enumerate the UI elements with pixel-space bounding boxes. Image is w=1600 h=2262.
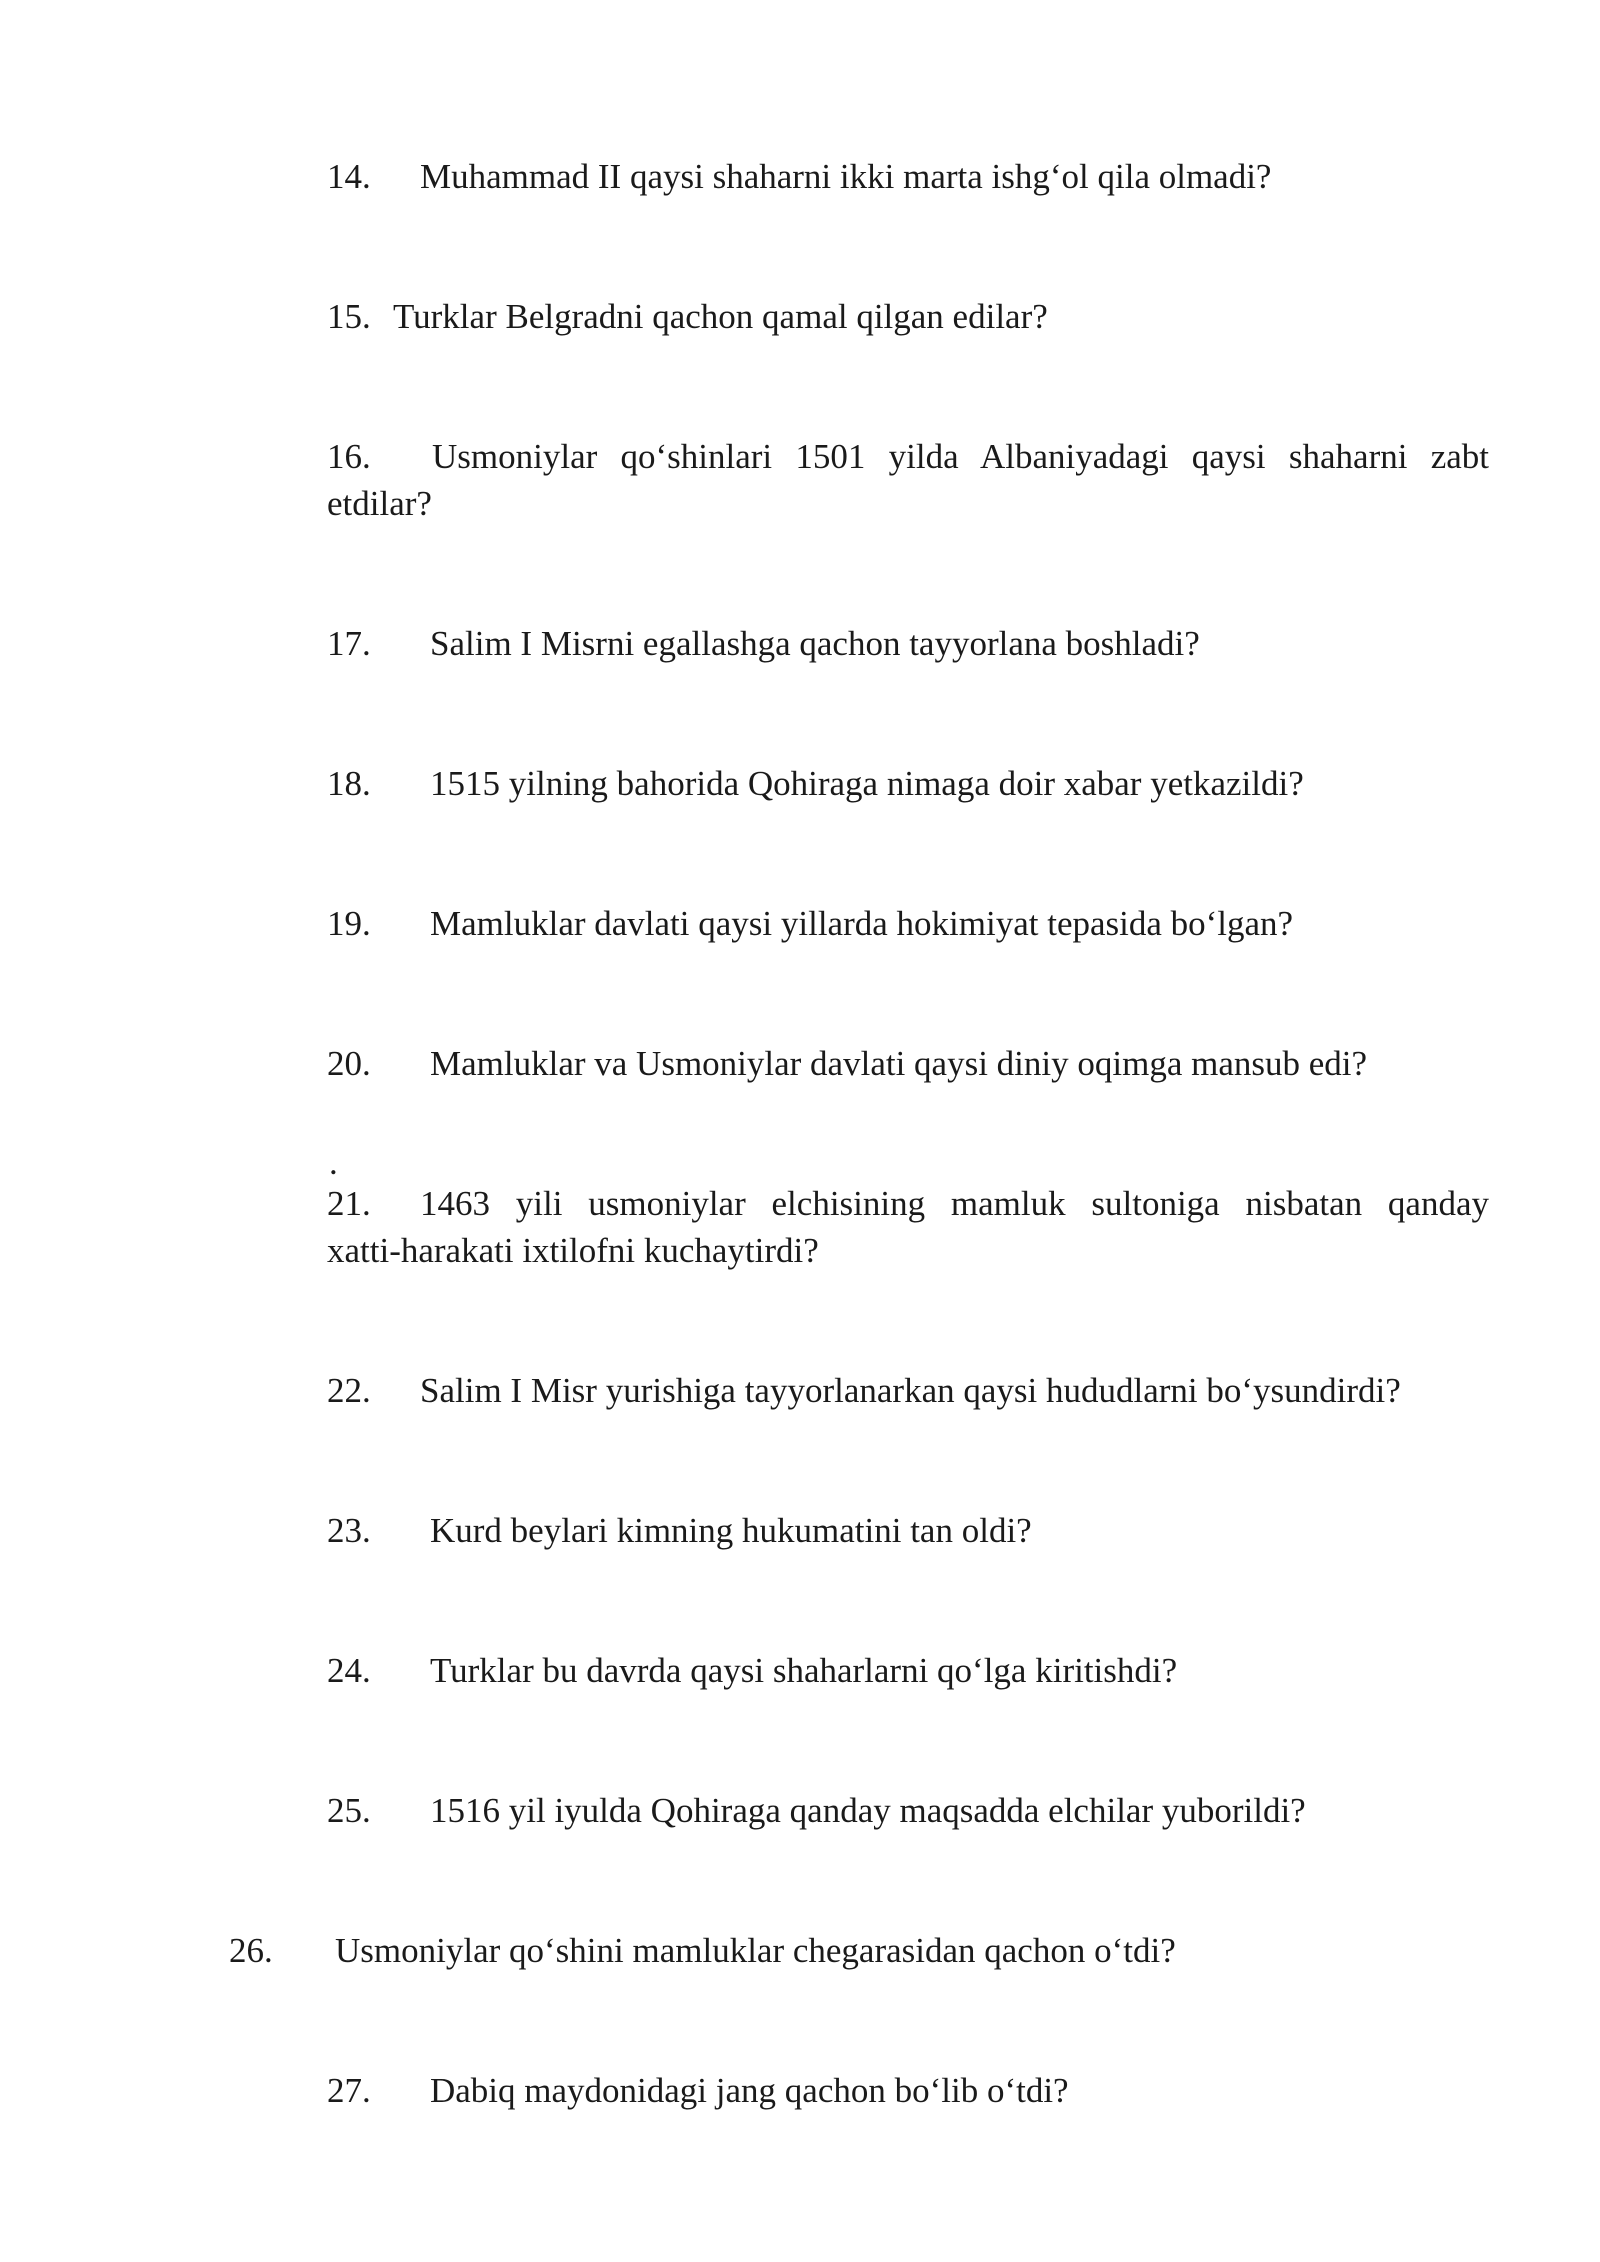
question-text: Turklar bu davrda qaysi shaharlarni qo‘lga kiritishdi? bbox=[430, 1651, 1178, 1690]
question-20 bbox=[327, 1040, 1367, 1087]
question-text: Mamluklar va Usmoniylar davlati qaysi diniy oqimga mansub edi? bbox=[430, 1044, 1368, 1083]
question-16 bbox=[327, 433, 1489, 527]
question-number: 17. bbox=[327, 624, 371, 663]
question-number: 21. bbox=[327, 1184, 371, 1223]
question-19 bbox=[327, 900, 1293, 947]
question-text: Kurd beylari kimning hukumatini tan oldi? bbox=[430, 1511, 1032, 1550]
question-23 bbox=[327, 1507, 1032, 1554]
question-number: 14. bbox=[327, 157, 371, 196]
question-text: Mamluklar davlati qaysi yillarda hokimiyat tepasida bo‘lgan? bbox=[430, 904, 1294, 943]
question-number: 18. bbox=[327, 764, 371, 803]
question-15 bbox=[327, 293, 1048, 340]
question-text: Usmoniylar qo‘shini mamluklar chegarasidan qachon o‘tdi? bbox=[335, 1931, 1176, 1970]
question-text: 1463 yili usmoniylar elchisining mamluk sultoniga nisbatan qanday bbox=[420, 1184, 1489, 1223]
question-number: 15. bbox=[327, 297, 371, 336]
question-text: Muhammad II qaysi shaharni ikki marta ishg‘ol qila olmadi? bbox=[420, 157, 1272, 196]
question-24 bbox=[327, 1647, 1177, 1694]
question-number: 20. bbox=[327, 1044, 371, 1083]
question-21 bbox=[327, 1180, 1489, 1274]
question-number: 25. bbox=[327, 1791, 371, 1830]
question-text: Salim I Misr yurishiga tayyorlanarkan qaysi hududlarni bo‘ysundirdi? bbox=[420, 1371, 1401, 1410]
question-27 bbox=[327, 2067, 1069, 2114]
question-18 bbox=[327, 760, 1304, 807]
question-25 bbox=[327, 1787, 1306, 1834]
question-text: 1515 yilning bahorida Qohiraga nimaga doir xabar yetkazildi? bbox=[430, 764, 1304, 803]
question-22 bbox=[327, 1367, 1401, 1414]
question-number: 22. bbox=[327, 1371, 371, 1410]
question-text: Salim I Misrni egallashga qachon tayyorlana boshladi? bbox=[430, 624, 1200, 663]
question-text: Usmoniylar qo‘shinlari 1501 yilda Albaniyadagi qaysi shaharni zabt bbox=[432, 437, 1489, 476]
question-text-continuation: etdilar? bbox=[327, 484, 432, 523]
question-number: 26. bbox=[229, 1931, 273, 1970]
question-text: Dabiq maydonidagi jang qachon bo‘lib o‘tdi? bbox=[430, 2071, 1069, 2110]
question-number: 27. bbox=[327, 2071, 371, 2110]
question-number: 16. bbox=[327, 437, 371, 476]
question-number: 23. bbox=[327, 1511, 371, 1550]
question-number: 19. bbox=[327, 904, 371, 943]
question-text-continuation: xatti-harakati ixtilofni kuchaytirdi? bbox=[327, 1231, 819, 1270]
stray-dot: . bbox=[329, 1143, 338, 1182]
question-14 bbox=[327, 153, 1271, 200]
question-text: 1516 yil iyulda Qohiraga qanday maqsadda elchilar yuborildi? bbox=[430, 1791, 1306, 1830]
question-text: Turklar Belgradni qachon qamal qilgan edilar? bbox=[393, 297, 1048, 336]
question-17 bbox=[327, 620, 1200, 667]
question-26 bbox=[229, 1927, 1176, 1974]
question-number: 24. bbox=[327, 1651, 371, 1690]
